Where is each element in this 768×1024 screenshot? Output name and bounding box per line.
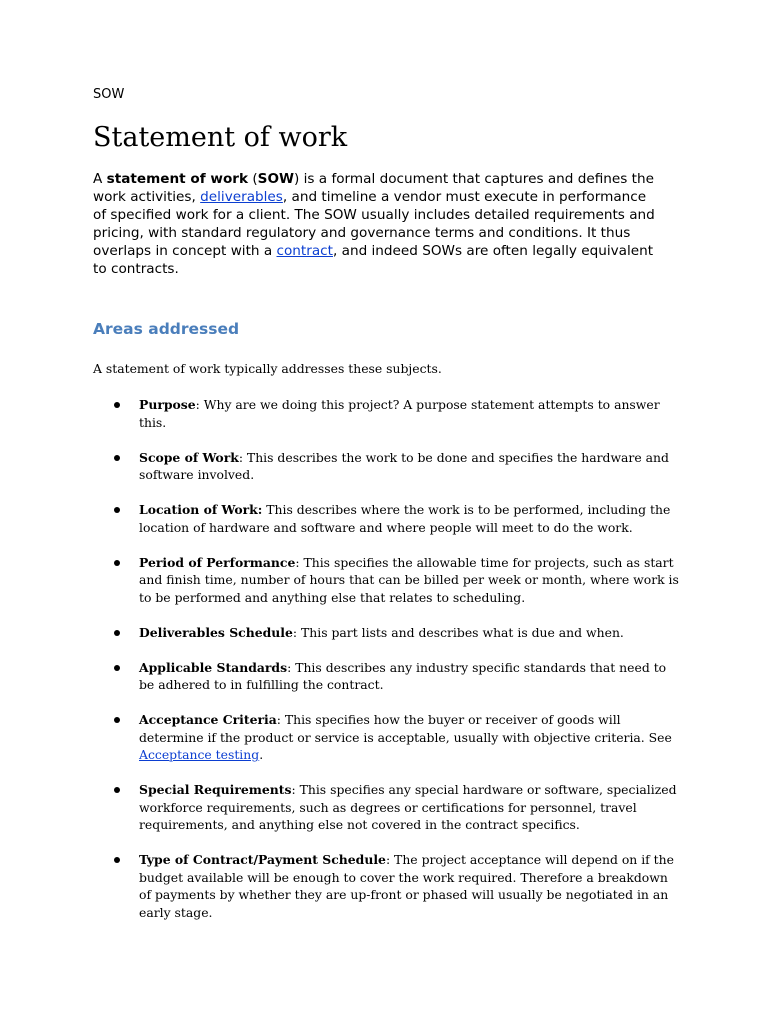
item-text: : This describes any industry specific standards that need to be adhered to in fulfilling the contract. [139, 659, 667, 692]
bullet-icon [114, 630, 120, 636]
intro-paragraph [93, 170, 663, 278]
bullet-icon [114, 717, 120, 723]
list-item [93, 624, 683, 642]
intro-text: ( [248, 171, 258, 187]
intro-text: , and indeed SOWs are often legally equivalent to contracts. [93, 243, 654, 277]
item-text: : This part lists and describes what is due and when. [292, 624, 624, 640]
intro-text: A [93, 171, 107, 187]
item-text: : This specifies any special hardware or software, specialized workforce requirements, such as degrees or certifications for personnel, travel requirements, and anything else not covered in the contract specifics. [139, 782, 677, 832]
list-item [93, 711, 683, 764]
item-text: : Why are we doing this project? A purpose statement attempts to answer this. [139, 397, 660, 430]
page-title: Statement of work [93, 122, 348, 153]
deliverables-link[interactable]: deliverables [200, 189, 283, 205]
bullet-icon [114, 787, 120, 793]
list-item [93, 659, 683, 694]
item-term: Acceptance Criteria [139, 712, 277, 727]
list-item [93, 501, 683, 536]
intro-text: ) is a formal document that captures and defines the work activities, [93, 171, 654, 205]
list-item [93, 781, 683, 834]
item-term: Scope of Work [139, 449, 239, 465]
bullet-icon [114, 560, 120, 566]
bullet-icon [114, 402, 120, 408]
section-lead: A statement of work typically addresses these subjects. [93, 361, 442, 376]
bullet-icon [114, 507, 120, 513]
intro-bold-term: statement of work [106, 171, 249, 187]
list-item [93, 554, 683, 607]
item-term: Type of Contract/Payment Schedule [139, 852, 386, 867]
bullet-icon [114, 665, 120, 671]
bullet-icon [114, 455, 120, 461]
list-item [93, 396, 683, 431]
item-term: Location of Work: [139, 502, 263, 517]
item-term: Period of Performance [139, 554, 296, 570]
item-term: Special Requirements [139, 782, 292, 797]
item-text: : This describes the work to be done and specifies the hardware and software involved. [139, 449, 669, 482]
bullet-icon [114, 857, 120, 863]
section-heading-areas: Areas addressed [93, 320, 240, 338]
item-term: Deliverables Schedule [139, 624, 293, 640]
item-text: This describes where the work is to be performed, including the location of hardware and software and where people will meet to do the work. [139, 502, 671, 535]
intro-bold-abbrev: SOW [257, 171, 294, 187]
acceptance-testing-link[interactable]: Acceptance testing [139, 747, 260, 762]
subjects-list [93, 396, 683, 939]
item-text: . [259, 747, 264, 762]
document-label: SOW [93, 87, 125, 102]
item-term: Applicable Standards [139, 659, 288, 675]
list-item [93, 449, 683, 484]
list-item [93, 851, 683, 921]
item-text: : This specifies the allowable time for projects, such as start and finish time, number of hours that can be billed per week or month, where work is to be performed and anything else that relates to scheduling. [139, 554, 679, 605]
contract-link[interactable]: contract [276, 243, 333, 259]
item-term: Purpose [139, 397, 196, 412]
item-text: : This specifies how the buyer or receiver of goods will determine if the product or service is acceptable, usually with objective criteria. See [139, 712, 672, 745]
intro-text: , and timeline a vendor must execute in performance of specified work for a client. The SOW usually includes detailed requirements and pricing, with standard regulatory and governance terms and conditions. It thus overlaps in concept with a [93, 189, 655, 259]
item-text: : The project acceptance will depend on if the budget available will be enough to cover the work required. Therefore a breakdown of payments by whether they are up-front or phased will usually be negotiated in an early stage. [139, 852, 674, 920]
